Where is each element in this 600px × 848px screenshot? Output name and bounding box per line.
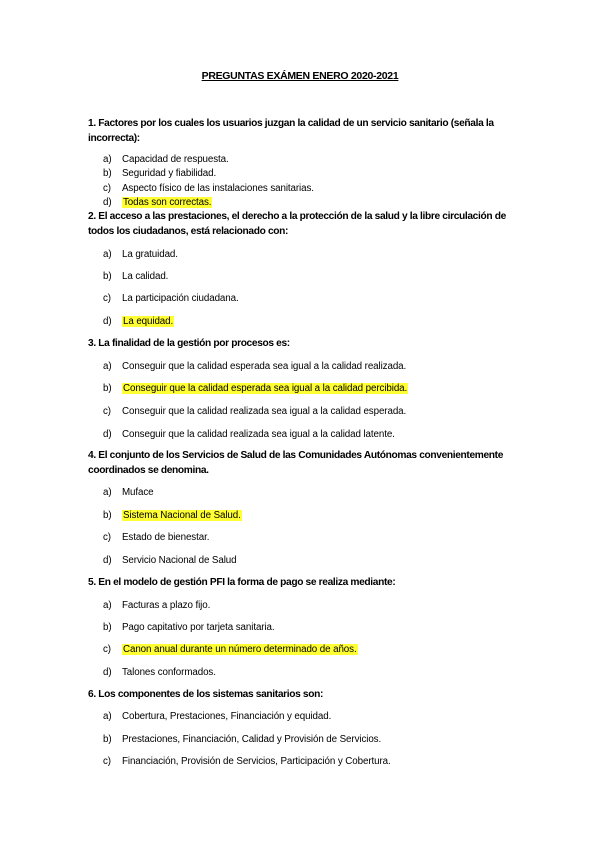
option-letter: d): [103, 429, 112, 440]
question-6: 6. Los componentes de los sistemas sanitarios son:: [88, 689, 323, 700]
question-6-option-a: [103, 710, 331, 723]
question-5-option-c: [103, 643, 358, 656]
question-4-option-d: [103, 554, 237, 567]
question-2-option-c: [103, 292, 239, 305]
question-2-option-a: [103, 248, 178, 261]
option-letter: b): [103, 622, 112, 633]
option-text: Facturas a plazo fijo.: [122, 600, 211, 611]
option-text: Conseguir que la calidad realizada sea igual a la calidad latente.: [122, 429, 395, 440]
question-4-option-a: [103, 486, 154, 499]
option-text: Prestaciones, Financiación, Calidad y Provisión de Servicios.: [122, 734, 382, 745]
option-text-highlighted: Canon anual durante un número determinado de años.: [123, 644, 357, 655]
option-letter: a): [103, 249, 112, 260]
question-1: 1. Factores por los cuales los usuarios juzgan la calidad de un servicio sanitario (señala la incorrecta):: [88, 118, 494, 144]
option-text: Estado de bienestar.: [122, 532, 210, 543]
option-letter: c): [103, 756, 111, 767]
question-6-option-b: [103, 733, 381, 746]
option-text: La calidad.: [122, 271, 169, 282]
option-text: Muface: [122, 487, 154, 498]
question-3-option-a: [103, 360, 406, 373]
option-letter: a): [103, 361, 112, 372]
question-2-option-b: [103, 270, 168, 283]
question-5-option-b: [103, 621, 275, 634]
option-text: La participación ciudadana.: [122, 293, 239, 304]
option-letter: d): [103, 197, 112, 208]
question-5-option-a: [103, 599, 210, 612]
option-text: Talones conformados.: [122, 667, 216, 678]
option-text: Cobertura, Prestaciones, Financiación y equidad.: [122, 711, 332, 722]
option-letter: a): [103, 600, 112, 611]
question-2-option-d: [103, 315, 174, 328]
option-letter: d): [103, 667, 112, 678]
question-2: 2. El acceso a las prestaciones, el derecho a la protección de la salud y la libre circulación de todos los ciudadanos, está relacionado con:: [88, 211, 506, 237]
option-text-highlighted: La equidad.: [123, 316, 174, 327]
option-letter: a): [103, 711, 112, 722]
option-letter: c): [103, 644, 111, 655]
question-4-option-c: [103, 531, 209, 544]
question-3-option-d: [103, 428, 395, 441]
question-1-option-a: [103, 153, 229, 166]
option-letter: b): [103, 168, 112, 179]
question-3: 3. La finalidad de la gestión por procesos es:: [88, 338, 290, 349]
question-6-option-c: [103, 755, 391, 768]
option-letter: c): [103, 183, 111, 194]
option-text-highlighted: Conseguir que la calidad esperada sea igual a la calidad percibida.: [123, 383, 408, 394]
option-text: Pago capitativo por tarjeta sanitaria.: [122, 622, 275, 633]
option-letter: c): [103, 406, 111, 417]
option-letter: c): [103, 293, 111, 304]
option-letter: b): [103, 383, 112, 394]
question-1-option-c: [103, 182, 314, 195]
page-title: PREGUNTAS EXÁMEN ENERO 2020-2021: [201, 70, 399, 82]
option-letter: d): [103, 555, 112, 566]
question-4: 4. El conjunto de los Servicios de Salud de las Comunidades Autónomas convenientemente coordinados se denomina.: [88, 450, 504, 476]
option-text: Conseguir que la calidad esperada sea igual a la calidad realizada.: [122, 361, 407, 372]
option-text: Financiación, Provisión de Servicios, Participación y Cobertura.: [122, 756, 391, 767]
option-letter: b): [103, 271, 112, 282]
question-1-option-d: [103, 196, 212, 209]
option-letter: b): [103, 734, 112, 745]
question-5-option-d: [103, 666, 216, 679]
option-letter: d): [103, 316, 112, 327]
option-letter: a): [103, 154, 112, 165]
option-text-highlighted: Todas son correctas.: [123, 197, 212, 208]
option-text-highlighted: Sistema Nacional de Salud.: [123, 510, 241, 521]
option-text: Aspecto físico de las instalaciones sanitarias.: [122, 183, 314, 194]
question-1-option-b: [103, 167, 216, 180]
option-letter: b): [103, 510, 112, 521]
option-text: La gratuidad.: [122, 249, 178, 260]
option-letter: a): [103, 487, 112, 498]
question-4-option-b: [103, 509, 242, 522]
question-3-option-b: [103, 382, 408, 395]
question-5: 5. En el modelo de gestión PFI la forma de pago se realiza mediante:: [88, 577, 396, 588]
option-text: Seguridad y fiabilidad.: [122, 168, 217, 179]
option-text: Servicio Nacional de Salud: [122, 555, 237, 566]
option-text: Conseguir que la calidad realizada sea igual a la calidad esperada.: [122, 406, 407, 417]
option-letter: c): [103, 532, 111, 543]
question-3-option-c: [103, 405, 406, 418]
option-text: Capacidad de respuesta.: [122, 154, 229, 165]
